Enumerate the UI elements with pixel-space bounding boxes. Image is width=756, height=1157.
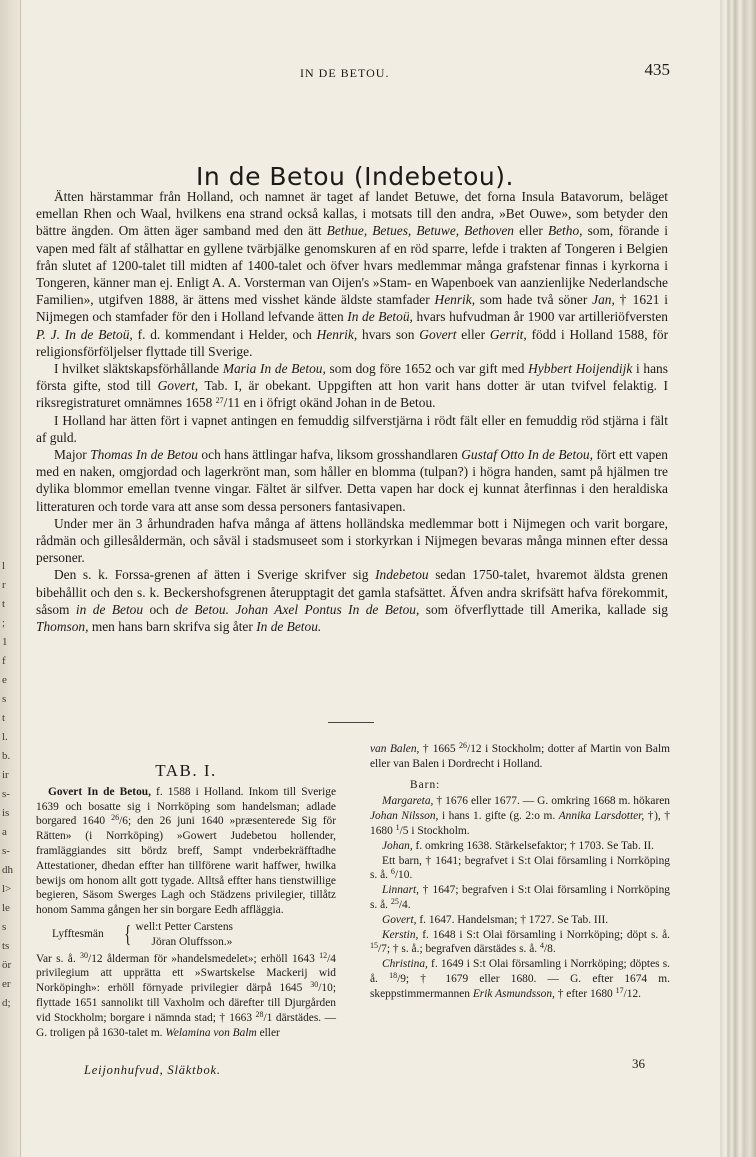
facing-page-fragment: ir [2, 769, 9, 781]
child-kerstin: Kerstin, f. 1648 i S:t Olai församling i Norrköping; döpt s. å. $^{15}$/7; † s. å.; begrafven därstädes s. å. $^4$/8. [370, 928, 670, 956]
article-body [36, 188, 668, 635]
table-column-right [370, 742, 670, 1002]
facing-page-edge [0, 0, 21, 1157]
facing-page-fragment: b. [2, 750, 11, 762]
source-footer: Leijonhufvud, Släktbok. [84, 1063, 221, 1077]
child-govert: Govert, f. 1647. Handelsman; † 1727. Se Tab. III. [382, 913, 609, 926]
child-christina: Christina, f. 1649 i S:t Olai församling i Norrköping; döptes s. å. $^{18}$/9; † 1679 eller 1680. — G. efter 1674 m. skeppstimmermannen Erik Asmundsson, † efter 1680 $^{17}$/12. [370, 958, 670, 1000]
paragraph-origin: Ätten härstammar från Holland, och namnet är taget af landet Betuwe, det forna Insula Batavorum, beläget emellan Rhen och Waal, hvilkens ena strand också kallas, i motsats till den andra, »Bet Ouwe», som betyder den bättre ängden. Om ätten äger samband med den ätt Bethue, Betues, Betuwe, Bethoven eller Betho, som, förande i vapen med fält af stålhattar en gyllene tvärbjälke genomskuren af en röd sparre, lefde i trakten af Tongeren i Belgien från slutet af 1200-talet till midten af 1400-talet och öfver hvars medlemmar många grafstenar finnas i kyrkorna i Tongeren, känner man ej. Enligt A. A. Vorsterman van Oijen's »Stam- en Wapenboek van aanzienlijke Nederlandsche Familien», utgifven 1888, är ättens med visshet kände äldste stamfader Henrik, som hade två söner Jan, † 1621 i Nijmegen och stamfader för den i Holland lefvande ätten In de Betoü, hvars hufvudman år 1900 var artilleriöfversten P. J. In de Betoü, f. d. kommendant i Helder, och Henrik, hvars son Govert eller Gerrit, född i Holland 1588, för religionsförföljelser flyttade till Sverige. [36, 189, 669, 359]
facing-page-fragment: ts [2, 940, 10, 952]
book-edge [720, 0, 756, 1157]
facing-page-fragment: s- [2, 788, 10, 800]
paragraph-arms-holland: I Holland har ätten fört i vapnet antingen en femuddig silfverstjärna i rödt fält eller en femuddig röd stjärna i fält af guld. [36, 412, 668, 445]
facing-page-fragment: ör [2, 959, 12, 971]
page-number: 435 [644, 60, 670, 79]
entry-govert-cont: Var s. å. $^{30}$/12 ålderman för »handelsmedelet»; erhöll 1643 $^{12}$/4 privilegium att upprätta ett »Swartskelse Mackerij wid Norköpingh»: erhöll förnyade privilegier därpå 1645 $^{30}$/10; flyttade 1651 sannolikt till Vaxholm och därefter till Djurgården vid Stockholm; borgare i nämnda stad; † 1663 $^{28}$/1 därstädes. — G. troligen på 1630-talet m. Welamina von Balm eller [36, 950, 336, 1039]
table-heading: TAB. I. [155, 761, 217, 780]
children-label: Barn: [410, 778, 441, 791]
facing-page-fragment: is [2, 807, 10, 819]
entry-govert: Govert In de Betou, f. 1588 i Holland. Inkom till Sverige 1639 och bosatte sig i Norrköping som handelsman; adlade borgared 1640 $^{26}$/6; den 26 juni 1640 »præsenterede Sig för Rätten» (i Norrköping) »Gowert Judebetou hollender, framläggiandes sitt bördz breff, Sampt vnderbekräfftadhe Attestationer, dhedan effter han tillförene warit haffwer, hwilka bewijs om honom allt gott tygade. Alltså effter hans tienstwillige begieren, Säsom Swerges Lagh och Städzens privilegier, tillåtz honom Samma gången her sin borgare Eedh affläggia. [36, 785, 336, 917]
section-divider [328, 722, 374, 723]
facing-page-fragment: a [2, 826, 7, 838]
paragraph-arms-major: Major Thomas In de Betou och hans ättlingar hafva, liksom grosshandlaren Gustaf Otto In de Betou, fört ett vapen med en naken, omgjordad och lagerkrönt man, som håller en blomma (tulpan?) i högra handen, samt på hjälmen tre dylika blommor emellan tvenne vingar. Fältet är silfver. Detta vapen har dock ej kunnat återfinnas i den heraldiska litteraturen och torde vara att anse som dessa personers fantasivapen. [36, 447, 668, 514]
facing-page-fragment: s [2, 693, 7, 705]
child-unnamed: Ett barn, † 1641; begrafvet i S:t Olai församling i Norrköping s. å. $^6$/10. [370, 854, 670, 882]
paragraph-nijmegen: Under mer än 3 århundraden hafva många af ättens holländska medlemmar bott i Nijmegen och varit borgare, rådmän och gillesåldermän, och såväl i stadsmuseet som i storkyrkan i Nijmegen bevaras många minnen efter dessa personer. [36, 515, 668, 566]
facing-page-fragment: t [2, 598, 6, 610]
paragraph-branches: Den s. k. Forssa-grenen af ätten i Sverige skrifver sig Indebetou sedan 1750-talet, hvaremot äldsta grenen bibehållit och den s. k. Beckershofsgrenen återupptagit det gamla stafsättet. Äfven andra skrifsätt hafva förekommit, såsom in de Betou och de Betou. Johan Axel Pontus In de Betou, som öfverflyttade till Amerika, kallade sig Thomson, men hans barn skrifva sig åter In de Betou. [36, 567, 669, 635]
page-header [40, 60, 670, 84]
facing-page-fragment: t [2, 712, 6, 724]
facing-page-fragment: l. [2, 731, 8, 743]
facing-page-fragment: l [2, 560, 6, 572]
entry-wife: van Balen, † 1665 $^{26}$/12 i Stockholm; dotter af Martin von Balm eller van Balen i Dordrecht i Holland. [370, 741, 670, 770]
child-linnart: Linnart, † 1647; begrafven i S:t Olai församling i Norrköping s. å. $^{25}$/4. [370, 884, 670, 911]
article-title: In de Betou (Indebetou). [196, 161, 514, 191]
signature-mark: 36 [632, 1056, 645, 1071]
running-head: IN DE BETOU. [300, 66, 390, 80]
facing-page-fragment: s- [2, 845, 10, 857]
facing-page-fragment: ; [2, 617, 6, 629]
facing-page-fragment: f [2, 655, 6, 667]
brace-glyph: { [124, 921, 132, 948]
facing-page-fragment: le [2, 902, 10, 914]
facing-page-fragment: er [2, 978, 11, 990]
facing-page-fragment: s [2, 921, 7, 933]
paragraph-relationship: I hvilket släktskapsförhållande Maria In de Betou, som dog före 1652 och var gift med Hybbert Hoijendijk i hans första gifte, stod till Govert, Tab. I, är obekant. Uppgiften att hon varit hans dotter är utan tvifvel felaktig. I riksregistraturet omnämnes 1658 $^{27}$/11 en i öfrigt okänd Johan in de Betou. [36, 361, 668, 411]
facing-page-fragment: l> [2, 883, 12, 895]
child-margareta: Margareta, † 1676 eller 1677. — G. omkring 1668 m. hökaren Johan Nilsson, i hans 1. gifte (g. 2:o m. Annika Larsdotter, †), † 1680 $^1$/5 i Stockholm. [370, 795, 670, 837]
facing-page-fragment: d; [2, 997, 11, 1009]
facing-page-fragment: r [2, 579, 6, 591]
child-johan: Johan, f. omkring 1638. Stärkelsefaktor; † 1703. Se Tab. II. [382, 839, 655, 852]
facing-page-fragment: e [2, 674, 7, 686]
sponsors: Lyfftesmän { well:t Petter Carstens Jöran Oluffsson.» [52, 920, 233, 948]
facing-page-fragment: dh [2, 864, 13, 876]
table-column-left [36, 761, 336, 1040]
facing-page-fragment: 1 [2, 636, 8, 648]
